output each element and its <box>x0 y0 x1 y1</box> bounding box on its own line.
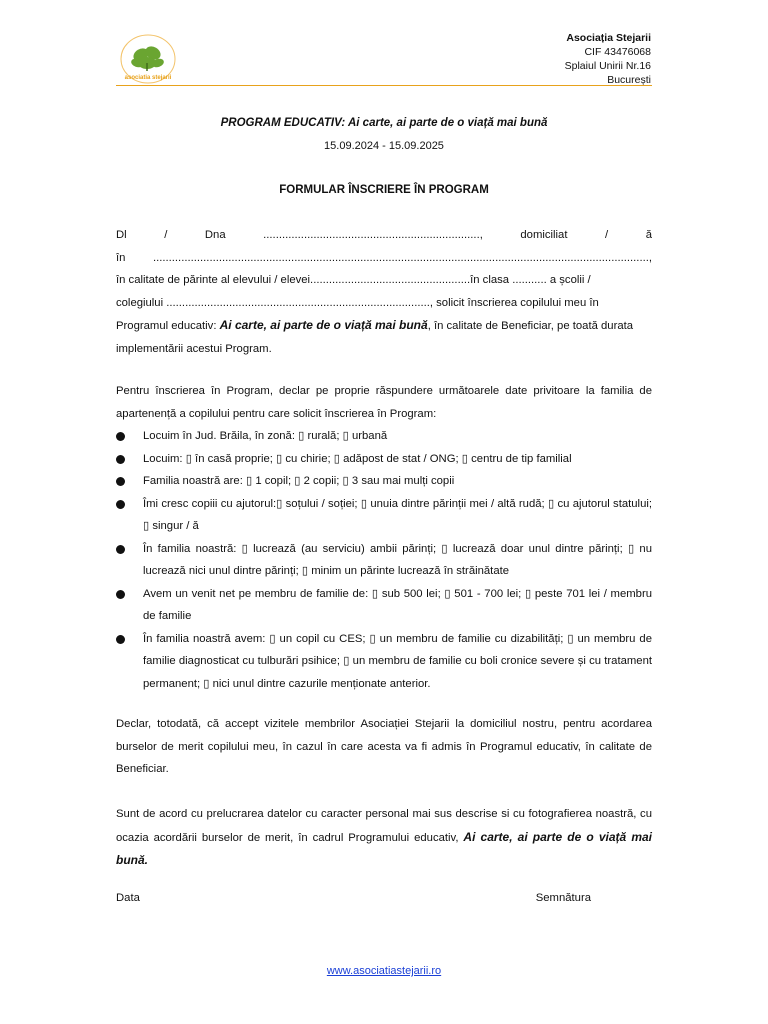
word: domiciliat <box>520 229 568 241</box>
form-title: FORMULAR ÎNSCRIERE ÎN PROGRAM <box>279 184 489 196</box>
list-item <box>116 448 652 471</box>
signature-label: Semnătura <box>535 892 591 904</box>
bullet-icon <box>116 545 125 554</box>
program-name-emphasis: Ai carte, ai parte de o viață mai bună. <box>116 829 652 867</box>
org-address: Splaiul Unirii Nr.16 <box>564 60 651 72</box>
applicant-line-1 <box>116 224 652 247</box>
word: / <box>605 229 609 241</box>
program-title-prefix: PROGRAM EDUCATIV: <box>220 117 346 129</box>
program-name-emphasis: Ai carte, ai parte de o viață mai bună <box>219 318 428 332</box>
option-text[interactable]: În familia noastră avem: ▯ un copil cu CES; ▯ un membru de familie cu dizabilități; ▯ un membru de familie diagnosticat cu tulburări psihice; ▯ un membru de familie cu boli cronice severe și cu tratament permanent; ▯ nici unul dintre cazurile menționate anterior. <box>143 632 652 690</box>
list-item <box>116 470 652 493</box>
logo-text: asociatia stejarii <box>124 75 172 81</box>
option-text[interactable]: Îmi cresc copiii cu ajutorul:▯ soțului / soției; ▯ unuia dintre părinții mei / altă rudă; ▯ cu ajutorul statului; ▯ singur / ă <box>143 497 652 532</box>
option-text[interactable]: Avem un venit net pe membru de familie de: ▯ sub 500 lei; ▯ 501 - 700 lei; ▯ peste 701 lei / membru de familie <box>143 587 652 622</box>
visits-consent: Declar, totodată, că accept vizitele membrilor Asociației Stejarii la domiciliul nostru, pentru acordarea burselor de merit copilului meu, în cazul în care acesta va fi admis în Programul educativ, în calitate de Beneficiar. <box>116 718 652 775</box>
bullet-icon <box>116 635 125 644</box>
list-item <box>116 493 652 538</box>
word: ă <box>645 229 652 241</box>
org-cif: CIF 43476068 <box>584 46 651 58</box>
bullet-icon <box>116 590 125 599</box>
bullet-icon <box>116 455 125 464</box>
option-text[interactable]: Locuim în Jud. Brăila, în zonă: ▯ rurală; ▯ urbană <box>143 430 388 442</box>
list-item <box>116 628 652 696</box>
list-item <box>116 538 652 583</box>
organization-info <box>565 31 651 87</box>
option-text[interactable]: Familia noastră are: ▯ 1 copil; ▯ 2 copii; ▯ 3 sau mai mulți copii <box>143 475 455 487</box>
text: Programul educativ: <box>116 320 220 332</box>
stejarii-logo <box>119 33 177 85</box>
option-text[interactable]: Locuim: ▯ în casă proprie; ▯ cu chirie; ▯ adăpost de stat / ONG; ▯ centru de tip familial <box>143 452 572 465</box>
applicant-line-4: colegiului ...................................................................................., solicit înscrierea copilului meu în <box>116 296 599 309</box>
org-city: București <box>607 74 651 86</box>
data-consent <box>116 803 652 873</box>
applicant-line-2 <box>116 247 652 270</box>
word: în <box>116 251 126 264</box>
bullet-icon <box>116 432 125 441</box>
applicant-line-3: în calitate de părinte al elevului / elevei...................................................în clasa ........... a școlii / <box>116 274 591 286</box>
word: Dna <box>204 229 226 241</box>
footer <box>0 965 768 977</box>
bullet-icon <box>116 477 125 486</box>
org-name: Asociația Stejarii <box>566 32 651 44</box>
address-field-dots[interactable]: .............................................................................................................................................................., <box>152 251 652 264</box>
text: , în calitate de Beneficiar, pe toată durata <box>427 320 634 332</box>
header-divider <box>116 85 652 86</box>
program-title <box>116 117 652 129</box>
applicant-paragraph <box>116 224 652 360</box>
option-text[interactable]: În familia noastră: ▯ lucrează (au serviciu) ambii părinți; ▯ lucrează doar unul dintre părinți; ▯ nu lucrează nici unul dintre părinți; ▯ minim un părinte lucrează în străinătate <box>143 542 652 577</box>
applicant-line-6: implementării acestui Program. <box>116 342 272 355</box>
applicant-line-5 <box>116 314 652 338</box>
signature-row <box>116 892 591 904</box>
name-field-dots[interactable]: ....................................................................., <box>263 229 483 241</box>
text: Sunt de acord cu prelucrarea datelor cu caracter personal mai sus descrise si cu fotografierea noastră, cu ocazia acordării burselor de merit, în cadrul Programului educativ, <box>116 808 652 844</box>
family-options-list <box>116 425 652 695</box>
website-link[interactable]: www.asociatiastejarii.ro <box>326 965 442 977</box>
date-label: Data <box>116 892 140 904</box>
word: / <box>164 229 168 241</box>
list-item <box>116 583 652 628</box>
word: Dl <box>116 229 127 241</box>
declaration-intro: Pentru înscrierea în Program, declar pe proprie răspundere următoarele date privitoare la familia de apartenență a copilului pentru care solicit înscrierea în Program: <box>116 385 652 420</box>
program-dates: 15.09.2024 - 15.09.2025 <box>324 140 444 152</box>
bullet-icon <box>116 500 125 509</box>
program-title-main: Ai carte, ai parte de o viață mai bună <box>347 117 548 129</box>
list-item <box>116 425 652 448</box>
